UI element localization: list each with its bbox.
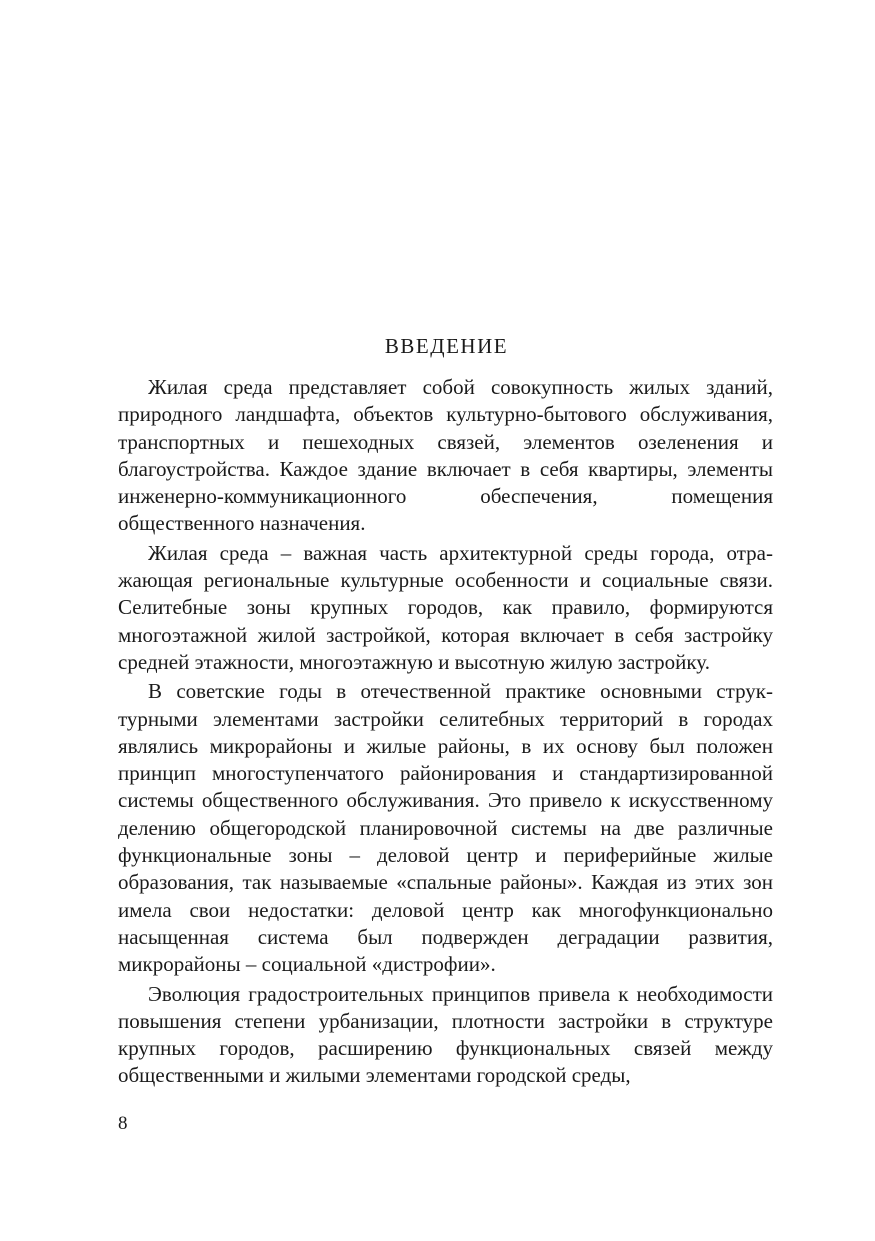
paragraph-2: Жилая среда – важная часть архитектурной среды города, отражающая региональные культурные особенности и социальные связи. Селитебные зоны крупных городов, как правило, формируются многоэтажной жилой застройкой, которая включает в себя застройку средней этажности, многоэтажную и высотную жилую застройку. — [118, 540, 773, 674]
chapter-heading: ВВЕДЕНИЕ — [384, 334, 509, 358]
body-text — [118, 374, 773, 1090]
paragraph-4: Эволюция градостроительных принципов привела к необходимости повышения степени урбанизации, плотности застройки в структуре крупных городов, расширению функциональных связей между общественными и жилыми элементами городской среды, — [118, 981, 773, 1088]
paragraph-3: В советские годы в отечественной практике основными структурными элементами застройки селитебных территорий в городах являлись микрорайоны и жилые районы, в их основу был положен принцип многоступенчатого районирования и стандартизированной системы общественного обслуживания. Это привело к искусственному делению общегородской планировочной системы на две различные функциональные зоны – деловой центр и периферийные жилые образования, так называемые «спальные районы». Каждая из этих зон имела свои недостатки: деловой центр как многофункционально насыщенная система был подвержден деградации развития, микрорайоны – социальной «дистрофии». — [118, 679, 773, 977]
page-number: 8 — [118, 1113, 128, 1134]
paragraph-1: Жилая среда представляет собой совокупность жилых зданий, природного ландшафта, объектов культурно-бытового обслуживания, транспортных и пешеходных связей, элементов озеленения и благоустройства. Каждое здание включает в себя квартиры, элементы инженерно-коммуникационного обеспечения, помещения общественного назначения. — [118, 375, 773, 536]
